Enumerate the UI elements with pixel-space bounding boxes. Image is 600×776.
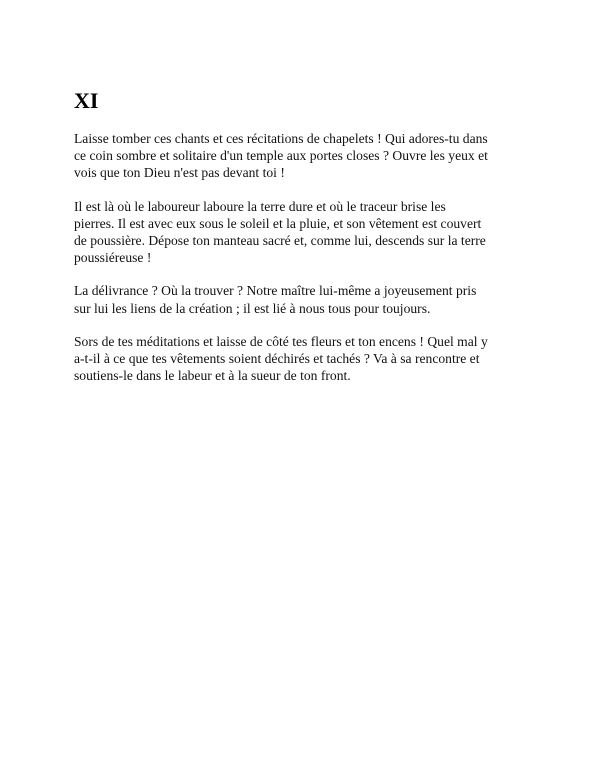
chapter-heading: XI (74, 88, 99, 113)
paragraph-4: Sors de tes méditations et laisse de côté tes fleurs et ton encens ! Quel mal y a-t-il à ce que tes vêtements soient déchirés et tachés ? Va à sa rencontre et soutiens-le dans le labeur et à la sueur de ton front. (74, 333, 488, 384)
document-body (74, 130, 542, 400)
paragraph-3: La délivrance ? Où la trouver ? Notre maître lui-même a joyeusement pris sur lui les liens de la création ; il est lié à nous tous pour toujours. (74, 283, 477, 316)
paragraph-1: Laisse tomber ces chants et ces récitations de chapelets ! Qui adores-tu dans ce coin sombre et solitaire d'un temple aux portes closes ? Ouvre les yeux et vois que ton Dieu n'est pas devant toi ! (74, 131, 488, 181)
paragraph-2: Il est là où le laboureur laboure la terre dure et où le traceur brise les pierres. Il est avec eux sous le soleil et la pluie, et son vêtement est couvert de poussière. Dépose ton manteau sacré et, comme lui, descends sur la terre poussiéreuse ! (74, 198, 486, 266)
